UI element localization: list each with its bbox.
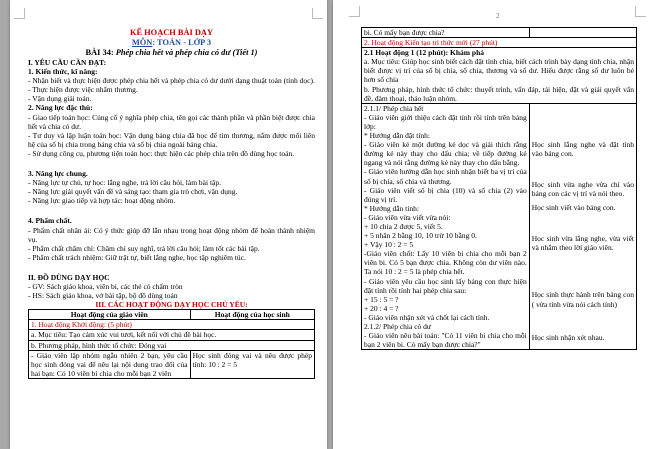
activity-1-heading: 1. Hoạt động Khởi động: (5 phút) [29,320,315,330]
activity-1-goal: a. Mục tiêu: Tạo cảm xúc vui tươi, kết nối với chủ đề bài học. [29,330,315,340]
crop-mark [349,6,360,17]
body-line: - Vận dụng giải toán. [28,94,92,104]
teacher-line: + 20 : 4 = ? [364,303,399,313]
teacher-activity-cell: - Giáo viên lập nhóm ngẫu nhiên 2 bạn, yêu cầu học sinh đóng vai để nêu lại nội dung trao đổi của hai bạn: Có 10 viên bi chia cho mỗi bạn 2 viên [29,350,191,378]
student-line: Học sinh vừa lắng nghe, vừa viết và nhắm theo lời giáo viên. [531,234,634,253]
table-header-row [29,310,315,320]
teacher-line: - Giáo viên kẻ một đường kẻ dọc và giải thích rằng đường kẻ này thay cho dấu chia; về tiếp đường kẻ ngang và nói rằng đường kẻ này thay cho dấu bằng. [364,140,527,168]
teacher-line: - Giáo viên nhận xét và chốt lại cách tính. [364,312,490,322]
page-number: 2 [496,12,500,20]
spacer [28,205,315,216]
activity-2-heading: 2. Hoạt động Kiến tạo tri thức mới (27 phút) [362,38,637,48]
body-line: - Thực hiện được việc nhẩm thương. [28,85,138,95]
body-line: - Năng lực giải quyết vấn đề và sáng tạo: tham gia trò chơi, vận dụng. [28,187,238,197]
section-activities-heading: III. CÁC HOẠT ĐỘNG DẠY HỌC CHỦ YẾU: [95,300,248,310]
section-heading: 1. Kiến thức, kĩ năng: [28,67,98,77]
body-line: - Phẩm chất trách nhiệm: Giữ trật tự, biết lắng nghe, học tập nghiêm túc. [28,252,246,262]
body-line: - Nhận biết và thực hiện được phép chia hết và phép chia có dư dưới dạng thuật toán (tính dọc). [28,76,315,86]
spacer [28,262,315,273]
crop-mark [635,6,646,17]
body-line: - Năng lực tự chủ, tự học: lắng nghe, trả lời câu hỏi, làm bài tập. [28,178,221,188]
body-line: - HS: Sách giáo khoa, vở bài tập, bộ đồ dùng toán [28,291,178,301]
teacher-activity-cell [362,103,530,350]
student-line: Học sinh viết vào bảng con. [531,203,616,213]
section-heading: 3. Năng lực chung. [28,169,88,179]
objectives-section [28,58,315,300]
header-student: Hoạt động của học sinh [190,310,314,320]
section-heading: 4. Phẩm chất. [28,216,72,226]
table-row [29,340,315,350]
body-line: - Phẩm chất nhân ái: Có ý thức giúp đỡ lẫn nhau trong hoạt động nhóm để hoàn thành nhiệm vụ. [28,225,315,244]
student-line: Học sinh thực hành trên bảng con ( vừa tính vừa nói cách tính) [531,290,634,309]
teacher-line: - Giáo viên viết số bị chia (10) và số chia (2) vào đúng vị trí. [364,185,527,204]
body-line: - Sử dụng công cụ, phương tiện toán học: thực hiện các phép chia trên đồ dùng học toán. [28,148,295,158]
teacher-line: - Giáo viên vừa viết vừa nói: [364,212,451,222]
table-row [362,48,637,104]
teacher-line: - Giáo viên giới thiệu cách đặt tính rồi tính trên bảng lớp: [364,112,527,131]
teacher-line: - Giáo viên yêu cầu học sinh lấy bảng con thực hiện đặt tính rồi tính hai phép chia sau: [364,276,527,295]
crop-mark [312,8,323,19]
continued-text-cell: bi. Có mấy bạn được chia? [362,28,530,38]
student-activity-cell [529,103,636,350]
activity-2-goal: a. Mục tiêu: Giúp học sinh biết cách đặt tính chia, biết cách trình bày dạng tính chia, nhận biết được vị trí của số bị chia, số chia, thương và số dư. Hiểu được rằng số dư luôn bé hơn số chia [364,57,634,85]
body-line: - Tư duy và lập luận toán học: Vận dụng bảng chia đã học để tìm thương, nắm được mối liên hệ của số bị chia trong bảng chia và số bị chia ngoài bảng chia. [28,130,315,149]
table-row [29,350,315,378]
teacher-line: * Hướng dẫn tính: [364,203,419,213]
body-line: - Năng lực giao tiếp và hợp tác: hoạt động nhóm. [28,196,176,206]
teacher-line: - Giáo viên hướng dẫn học sinh nhận biết ba vị trí của số bị chia, số chia và thương. [364,167,527,186]
teacher-line: 2.1.1/ Phép chia hết [364,103,424,113]
document-page-2 [333,0,650,449]
teacher-line: * Hướng dẫn đặt tính: [364,131,430,141]
body-line: - Giao tiếp toán học: Củng cố ý nghĩa phép chia, tên gọi các thành phần và phần biệt được chia hết và chia có dư. [28,112,315,131]
teacher-line: 2.1.2/ Phép chia có dư [364,322,431,331]
spacer [28,158,315,169]
student-line: Học sinh lắng nghe và đặt tính vào bảng con. [531,139,634,158]
body-line: - GV: Sách giáo khoa, viên bi, các thẻ có chấm tròn [28,281,183,291]
activities-table-continued [361,27,637,350]
lesson-plan-title: KẾ HOẠCH BÀI DẠY [129,28,214,37]
lesson-heading [28,48,315,58]
student-line: Học sinh nhận xét nhau. [531,332,605,342]
table-row [29,320,315,330]
lesson-prefix: BÀI 34: [85,48,116,57]
section-heading: I. YÊU CẦU CẦN ĐẠT: [28,58,107,67]
section-heading: II. ĐỒ DÙNG DẠY HỌC [28,272,110,282]
activity-2-method: b. Phương pháp, hình thức tổ chức: thuyết trình, vấn đáp, tái hiện, đặt và giải quyết vấn đề, đàm thoại, thảo luận nhóm. [364,84,634,103]
activity-1-method: b. Phương pháp, hình thức tổ chức: Đóng vai [29,340,315,350]
table-row [362,38,637,48]
teacher-line: -Giáo viên chốt: Lấy 10 viên bi chia cho mỗi bạn 2 viên bi. Có 5 bạn được chia. Không còn dư viên nào. Ta nói 10 : 2 = 5 là phép chia hết. [364,249,527,277]
activity-2-intro-cell [362,48,637,104]
section-heading: 2. Năng lực đặc thù: [28,103,93,113]
teacher-line: + 15 : 5 = ? [364,294,399,304]
table-row [362,28,637,38]
document-page-1 [10,0,327,449]
student-line: Học sinh vừa nghe vừa chỉ vào bảng con các vị trí và nói theo. [531,179,634,199]
subject-rest: : TOÁN - LỚP 3 [152,38,212,47]
subject-line [28,38,315,48]
lesson-title: Phép chia hết và phép chia có dư (Tiết 1) [115,48,258,57]
crop-mark [14,8,25,19]
activity-2-1-heading: 2.1 Hoạt động 1 (12 phút): Khám phá [364,48,485,58]
activities-table [28,309,315,379]
subject-prefix: MÔN [131,38,153,47]
student-activity-cell: Học sinh đóng vai và nêu được phép tính: 10 : 2 = 5 [190,350,314,378]
teacher-line: - Giáo viên nêu bài toán: "Có 11 viên bi chia cho mỗi bạn 2 viên bi. Có mấy bạn được chia?" [364,331,527,350]
table-row [362,103,637,350]
teacher-line: + Vậy 10 : 2 = 5 [364,240,414,250]
teacher-line: + 10 chia 2 được 5, viết 5. [364,221,443,231]
header-teacher: Hoạt động của giáo viên [29,310,191,320]
body-line: - Phẩm chất chăm chỉ: Chăm chỉ suy nghĩ, trả lời câu hỏi; làm tốt các bài tập. [28,243,260,253]
teacher-line: + 5 nhân 2 bằng 10, 10 trừ 10 bằng 0. [364,231,477,241]
table-row [29,330,315,340]
empty-cell [529,28,636,38]
